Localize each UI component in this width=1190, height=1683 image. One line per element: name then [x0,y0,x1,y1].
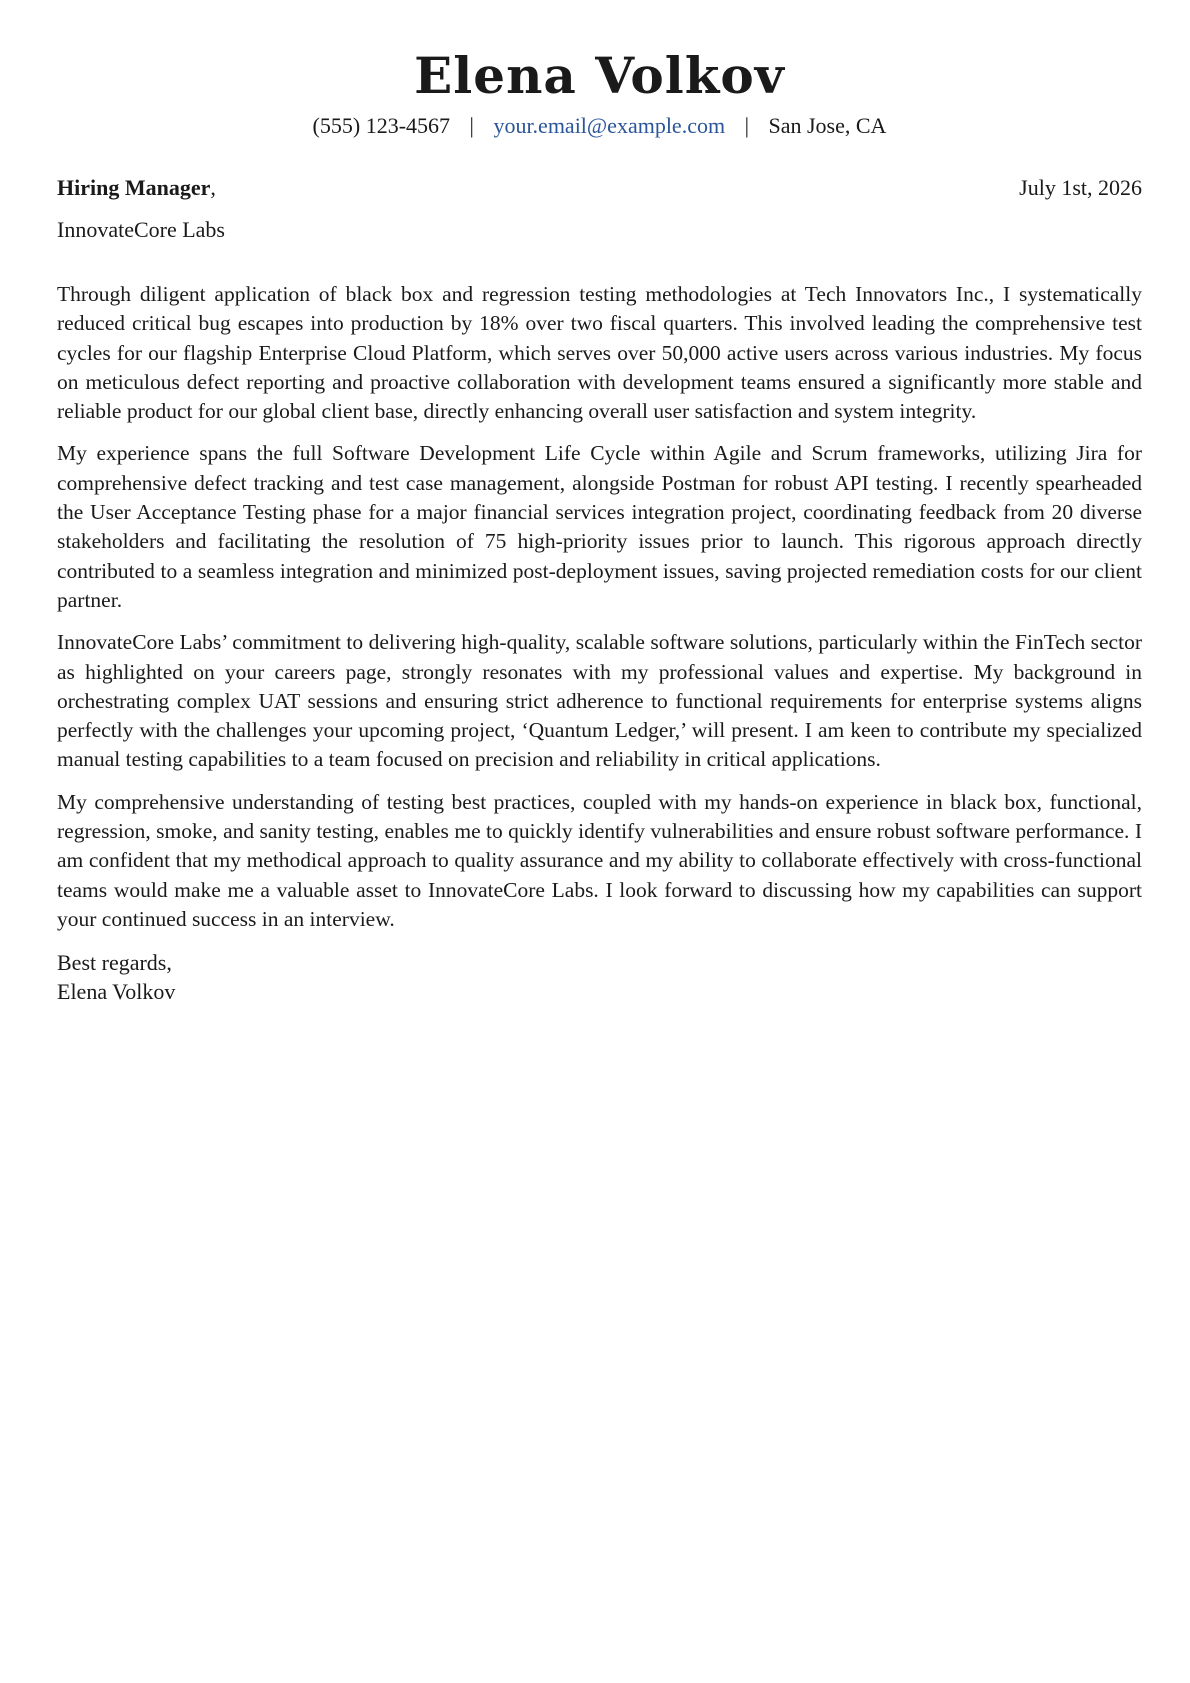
cover-letter-page [57,0,1142,1006]
recipient-suffix: , [210,175,216,200]
body-paragraph: InnovateCore Labs’ commitment to delivering high-quality, scalable software solutions, particularly within the FinTech sector as highlighted on your careers page, strongly resonates with my professional values and expertise. My background in orchestrating complex UAT sessions and ensuring strict adherence to functional requirements for enterprise systems aligns perfectly with the challenges your upcoming project, ‘Quantum Ledger,’ will present. I am keen to contribute my specialized manual testing capabilities to a team focused on precision and reliability in critical applications. [57,630,1142,772]
recipient-name: Hiring Manager [57,175,211,200]
closing-salutation: Best regards, [57,950,172,976]
contact-separator: | [744,113,749,138]
letter-date: July 1st, 2026 [1019,175,1142,200]
applicant-name: Elena Volkov [414,46,785,105]
closing-block [57,948,1142,1006]
closing-signature: Elena Volkov [57,979,176,1005]
body-paragraph: My experience spans the full Software Development Life Cycle within Agile and Scrum frameworks, utilizing Jira for comprehensive defect tracking and test case management, alongside Postman for robust API testing. I recently spearheaded the User Acceptance Testing phase for a major financial services integration project, coordinating feedback from 20 diverse stakeholders and facilitating the resolution of 75 high-priority issues prior to launch. This rigorous approach directly contributed to a seamless integration and minimized post-deployment issues, saving projected remediation costs for our client partner. [57,441,1142,612]
letter-body [57,280,1142,934]
body-paragraph: My comprehensive understanding of testing best practices, coupled with my hands-on experience in black box, functional, regression, smoke, and sanity testing, enables me to quickly identify vulnerabilities and ensure robust software performance. I am confident that my methodical approach to quality assurance and my ability to collaborate effectively with cross-functional teams would make me a valuable asset to InnovateCore Labs. I look forward to discussing how my capabilities can support your continued success in an interview. [57,789,1142,931]
location: San Jose, CA [768,113,887,138]
contact-separator: | [469,113,474,138]
contact-line [57,112,1142,140]
email-link[interactable]: your.email@example.com [493,113,726,138]
recipient-greeting [57,174,216,202]
recipient-row [57,174,1142,202]
phone-number: (555) 123-4567 [312,113,451,138]
recipient-company: InnovateCore Labs [57,217,225,242]
body-paragraph: Through diligent application of black box and regression testing methodologies at Tech Innovators Inc., I systematically reduced critical bug escapes into production by 18% over two fiscal quarters. This involved leading the comprehensive test cycles for our flagship Enterprise Cloud Platform, which serves over 50,000 active users across various industries. My focus on meticulous defect reporting and proactive collaboration with development teams ensured a significantly more stable and reliable product for our global client base, directly enhancing overall user satisfaction and system integrity. [57,282,1142,424]
